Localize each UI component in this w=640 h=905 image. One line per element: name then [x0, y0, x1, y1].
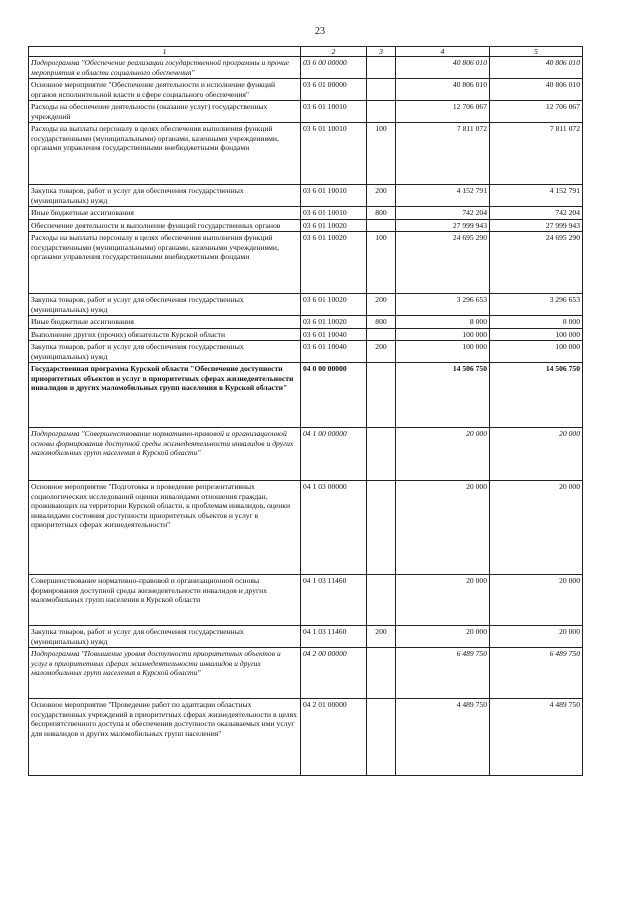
table-row	[29, 101, 583, 123]
cell-code: 03 6 01 00000	[301, 79, 367, 101]
cell-expense-type	[367, 363, 396, 428]
cell-amount-1: 20 000	[396, 626, 490, 648]
cell-name: Основное мероприятие "Подготовка и проведение репрезентативных социологических исследований оценки инвалидами отношения граждан, проживающих на территории Курской области, к проблемам инвалидов, оценки инвалидами состояния доступности приоритетных объектов и услуг в приоритетных сферах жизнедеятельности"	[29, 481, 301, 575]
cell-code: 03 6 01 10020	[301, 316, 367, 328]
table-row	[29, 626, 583, 648]
cell-code: 03 6 01 10020	[301, 219, 367, 231]
cell-expense-type	[367, 575, 396, 626]
cell-amount-1: 27 999 943	[396, 219, 490, 231]
table-body	[29, 57, 583, 776]
cell-name: Расходы на обеспечение деятельности (оказание услуг) государственных учреждений	[29, 101, 301, 123]
cell-amount-2: 3 296 653	[490, 294, 583, 316]
cell-name: Расходы на выплаты персоналу в целях обеспечения выполнения функций государственными (муниципальными) органами, казенными учреждениями, органами управления государственными внебюджетными фондами	[29, 232, 301, 294]
cell-amount-1: 7 811 072	[396, 123, 490, 185]
table-row	[29, 185, 583, 207]
cell-amount-2: 20 000	[490, 481, 583, 575]
cell-expense-type: 200	[367, 185, 396, 207]
cell-amount-2: 6 489 750	[490, 648, 583, 699]
header-col-1: 1	[29, 47, 301, 57]
table-row	[29, 341, 583, 363]
cell-amount-2: 40 806 010	[490, 57, 583, 79]
table-row	[29, 328, 583, 340]
cell-expense-type	[367, 648, 396, 699]
cell-expense-type	[367, 428, 396, 481]
cell-amount-2: 20 000	[490, 428, 583, 481]
table-row	[29, 207, 583, 219]
cell-amount-2: 8 000	[490, 316, 583, 328]
cell-name: Иные бюджетные ассигнования	[29, 316, 301, 328]
table-row	[29, 57, 583, 79]
cell-code: 04 1 03 00000	[301, 481, 367, 575]
cell-amount-1: 20 000	[396, 575, 490, 626]
cell-name: Государственная программа Курской области "Обеспечение доступности приоритетных объектов и услуг в приоритетных сферах жизнедеятельности инвалидов и других маломобильных групп населения в Курской области"	[29, 363, 301, 428]
cell-amount-2: 40 806 010	[490, 79, 583, 101]
cell-amount-1: 6 489 750	[396, 648, 490, 699]
cell-code: 03 6 01 10040	[301, 328, 367, 340]
cell-expense-type	[367, 328, 396, 340]
cell-expense-type	[367, 57, 396, 79]
cell-expense-type: 800	[367, 207, 396, 219]
cell-amount-1: 20 000	[396, 481, 490, 575]
cell-expense-type: 100	[367, 232, 396, 294]
cell-amount-2: 27 999 943	[490, 219, 583, 231]
table-row	[29, 428, 583, 481]
cell-amount-1: 12 706 067	[396, 101, 490, 123]
cell-amount-2: 4 489 750	[490, 699, 583, 776]
cell-name: Основное мероприятие "Обеспечение деятельности и исполнение функций органов исполнительной власти в сфере социального обеспечения"	[29, 79, 301, 101]
cell-name: Расходы на выплаты персоналу в целях обеспечения выполнения функций государственными (муниципальными) органами, казенными учреждениями, органами управления государственными внебюджетными фондами	[29, 123, 301, 185]
cell-name: Закупка товаров, работ и услуг для обеспечения государственных (муниципальных) нужд	[29, 185, 301, 207]
cell-amount-1: 4 489 750	[396, 699, 490, 776]
cell-amount-2: 12 706 067	[490, 101, 583, 123]
table-header-row	[29, 47, 583, 57]
cell-amount-2: 7 811 072	[490, 123, 583, 185]
cell-code: 03 6 01 10020	[301, 294, 367, 316]
cell-expense-type	[367, 79, 396, 101]
cell-code: 03 6 01 10040	[301, 341, 367, 363]
table-row	[29, 294, 583, 316]
table-row	[29, 363, 583, 428]
cell-amount-1: 742 204	[396, 207, 490, 219]
table-row	[29, 699, 583, 776]
cell-expense-type: 800	[367, 316, 396, 328]
cell-expense-type	[367, 481, 396, 575]
cell-name: Основное мероприятие "Проведение работ по адаптации областных государственных учреждений в приоритетных сферах жизнедеятельности в целях беспрепятственного доступа и обеспечения доступности оказываемых ими услуг для инвалидов и других маломобильных групп населения"	[29, 699, 301, 776]
cell-amount-2: 100 000	[490, 328, 583, 340]
cell-code: 03 6 01 10010	[301, 123, 367, 185]
table-row	[29, 648, 583, 699]
cell-amount-1: 100 000	[396, 341, 490, 363]
table-row	[29, 79, 583, 101]
cell-code: 04 2 00 00000	[301, 648, 367, 699]
table-row	[29, 232, 583, 294]
header-col-2: 2	[301, 47, 367, 57]
cell-name: Закупка товаров, работ и услуг для обеспечения государственных (муниципальных) нужд	[29, 294, 301, 316]
cell-code: 03 6 01 10010	[301, 207, 367, 219]
cell-name: Подпрограмма "Повышение уровня доступности приоритетных объектов и услуг в приоритетных сферах жизнедеятельности инвалидов и других маломобильных групп населения в Курской области"	[29, 648, 301, 699]
cell-code: 04 2 01 00000	[301, 699, 367, 776]
cell-amount-2: 742 204	[490, 207, 583, 219]
page-number: 23	[315, 26, 325, 37]
cell-code: 04 1 03 11460	[301, 575, 367, 626]
cell-code: 03 6 01 10020	[301, 232, 367, 294]
cell-expense-type: 200	[367, 341, 396, 363]
cell-name: Закупка товаров, работ и услуг для обеспечения государственных (муниципальных) нужд	[29, 626, 301, 648]
cell-code: 03 6 01 10010	[301, 185, 367, 207]
cell-expense-type	[367, 219, 396, 231]
cell-amount-2: 100 000	[490, 341, 583, 363]
cell-code: 03 6 00 00000	[301, 57, 367, 79]
budget-table	[28, 46, 583, 776]
header-col-5: 5	[490, 47, 583, 57]
table-row	[29, 219, 583, 231]
cell-expense-type: 200	[367, 626, 396, 648]
cell-amount-2: 4 152 791	[490, 185, 583, 207]
table-row	[29, 123, 583, 185]
cell-expense-type	[367, 101, 396, 123]
cell-amount-1: 24 695 290	[396, 232, 490, 294]
cell-name: Подпрограмма "Обеспечение реализации государственной программы и прочие мероприятия в области социального обеспечения"	[29, 57, 301, 79]
cell-expense-type: 100	[367, 123, 396, 185]
cell-amount-1: 14 506 750	[396, 363, 490, 428]
cell-amount-2: 20 000	[490, 575, 583, 626]
cell-amount-2: 24 695 290	[490, 232, 583, 294]
cell-name: Совершенствование нормативно-правовой и организационной основы формирования доступной среды жизнедеятельности инвалидов и других маломобильных групп населения в Курской области	[29, 575, 301, 626]
cell-amount-1: 40 806 010	[396, 79, 490, 101]
cell-amount-1: 100 000	[396, 328, 490, 340]
cell-amount-1: 3 296 653	[396, 294, 490, 316]
cell-amount-1: 20 000	[396, 428, 490, 481]
cell-amount-1: 40 806 010	[396, 57, 490, 79]
cell-code: 03 6 01 10010	[301, 101, 367, 123]
cell-name: Подпрограмма "Совершенствование нормативно-правовой и организационной основы формирования доступной среды жизнедеятельности инвалидов и других маломобильных групп населения в Курской области"	[29, 428, 301, 481]
table-row	[29, 575, 583, 626]
cell-name: Выполнение других (прочих) обязательств Курской области	[29, 328, 301, 340]
cell-code: 04 1 03 11460	[301, 626, 367, 648]
cell-amount-1: 4 152 791	[396, 185, 490, 207]
table-row	[29, 481, 583, 575]
cell-expense-type	[367, 699, 396, 776]
cell-name: Закупка товаров, работ и услуг для обеспечения государственных (муниципальных) нужд	[29, 341, 301, 363]
header-col-3: 3	[367, 47, 396, 57]
cell-amount-2: 14 506 750	[490, 363, 583, 428]
header-col-4: 4	[396, 47, 490, 57]
cell-expense-type: 200	[367, 294, 396, 316]
cell-amount-1: 8 000	[396, 316, 490, 328]
cell-amount-2: 20 000	[490, 626, 583, 648]
cell-code: 04 0 00 00000	[301, 363, 367, 428]
table-row	[29, 316, 583, 328]
cell-code: 04 1 00 00000	[301, 428, 367, 481]
cell-name: Иные бюджетные ассигнования	[29, 207, 301, 219]
cell-name: Обеспечение деятельности и выполнение функций государственных органов	[29, 219, 301, 231]
